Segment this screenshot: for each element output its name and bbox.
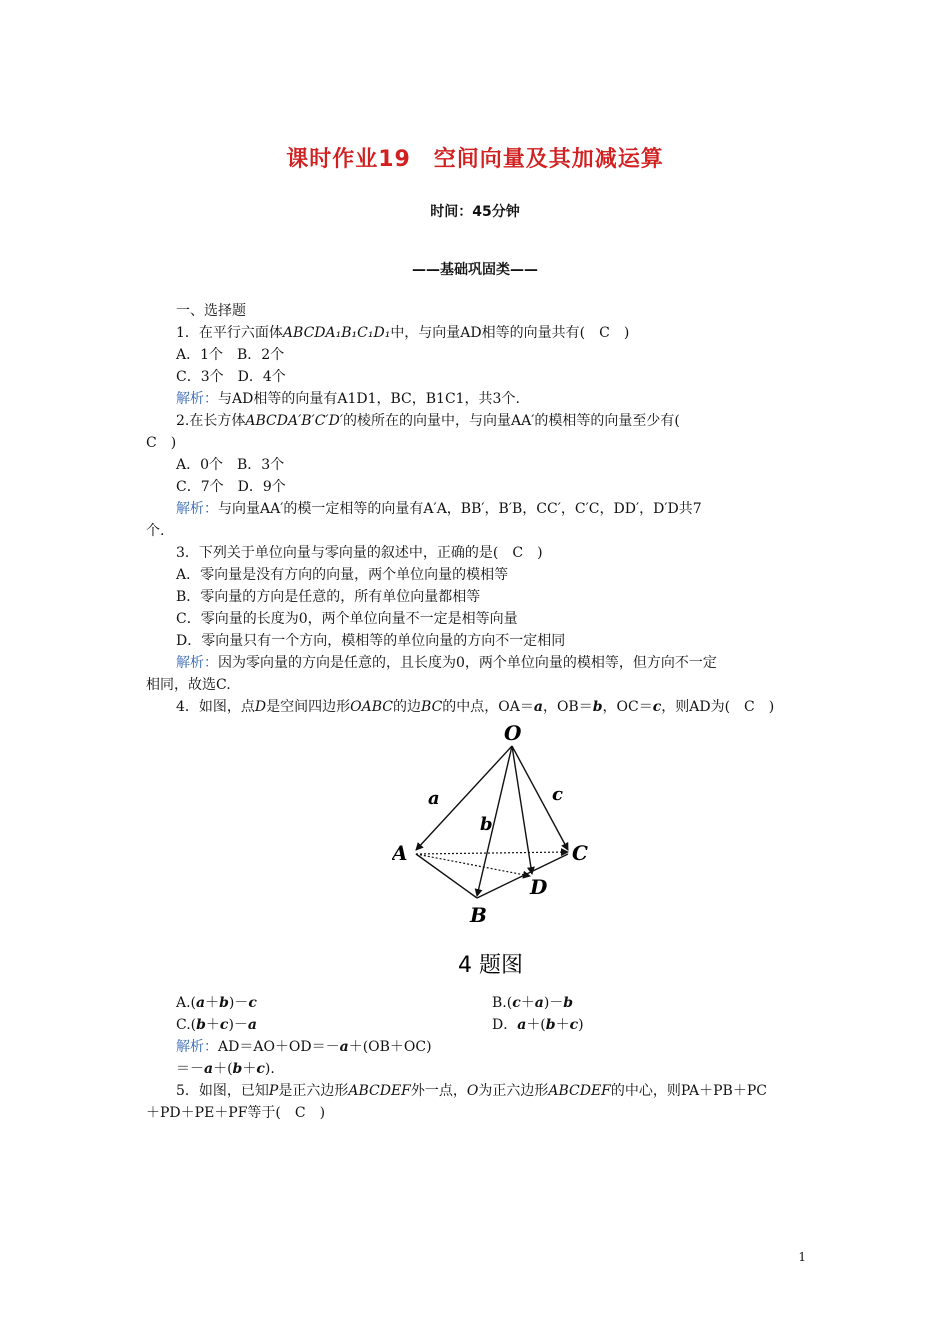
question-3-option-c: C．零向量的长度为0，两个单位向量不一定是相等向量 [176,611,518,627]
question-4-option-c: C.(b＋c)－a [176,1017,257,1033]
label-a: A [392,841,408,865]
question-4-analysis-cont: ＝－a＋(b＋c). [176,1061,275,1077]
label-vec-c: c [552,784,563,805]
page-title: 课时作业19 空间向量及其加减运算 [286,147,664,172]
question-1-analysis: 解析：与AD相等的向量有A1D1，BC，B1C1，共3个. [176,391,520,407]
question-3-option-b: B．零向量的方向是任意的，所有单位向量都相等 [176,589,481,605]
question-1-options-cd: C．3个 D．4个 [176,369,286,385]
question-3-analysis: 解析：因为零向量的方向是任意的，且长度为0，两个单位向量的模相等，但方向不一定 [176,655,717,671]
question-3-stem: 3．下列关于单位向量与零向量的叙述中，正确的是( C ) [176,545,543,561]
question-4-options-row-2 [146,1014,808,1036]
question-2-options-ab: A．0个 B．3个 [176,457,285,473]
question-2-analysis-cont: 个. [146,523,165,539]
analysis-label: 解析： [176,391,218,407]
exercise-content [146,300,808,1124]
analysis-label: 解析： [176,501,218,517]
edge-bc [477,854,568,898]
question-2-options-cd: C．7个 D．9个 [176,479,286,495]
tetrahedron-figure [392,724,602,986]
section-heading: ——基础巩固类—— [412,262,538,278]
question-4-stem: 4．如图，点D是空间四边形OABC的边BC的中点，OA＝a，OB＝b，OC＝c，则AD为( C ) [176,699,775,715]
label-c: C [572,841,588,865]
vector-ac-dotted [416,852,568,854]
label-o: O [504,724,522,745]
edge-ab [416,854,477,898]
label-b: B [470,903,487,927]
part-heading: 一、选择题 [176,303,246,319]
time-limit: 时间：45分钟 [430,204,520,220]
question-2-analysis: 解析：与向量AA′的模一定相等的向量有A′A，BB′，B′B，CC′，C′C，DD′，D′D共7 [176,501,702,517]
question-5-stem-cont: ＋PD＋PE＋PF等于( C ) [146,1105,326,1121]
analysis-label: 解析： [176,1039,218,1055]
figure-caption: 4 题图 [458,953,523,978]
question-1-stem: 1．在平行六面体ABCDA₁B₁C₁D₁中，与向量AD相等的向量共有( C ) [176,325,630,341]
question-4-options-row-1 [146,992,808,1014]
question-3-option-a: A．零向量是没有方向的向量，两个单位向量的模相等 [176,567,509,583]
question-4-option-b: B.(c＋a)－b [492,995,574,1011]
question-1-options-ab: A．1个 B．2个 [176,347,285,363]
question-4-analysis: 解析：AD＝AO＋OD＝－a＋(OB＋OC) [176,1039,432,1055]
question-4-option-a: A.(a＋b)－c [176,995,257,1011]
label-vec-b: b [480,814,493,835]
vector-ad-dotted [416,854,530,876]
question-2-stem-cont: C ) [146,435,177,451]
label-d: D [530,875,548,899]
question-5-stem: 5．如图，已知P是正六边形ABCDEF外一点，O为正六边形ABCDEF的中心，则PA＋PB＋PC [176,1083,767,1099]
analysis-label: 解析： [176,655,218,671]
question-3-analysis-cont: 相同，故选C. [146,677,231,693]
label-vec-a: a [428,788,440,809]
question-2-stem: 2.在长方体ABCDA′B′C′D′的棱所在的向量中，与向量AA′的模相等的向量至少有( [176,413,680,429]
question-3-option-d: D．零向量只有一个方向，模相等的单位向量的方向不一定相同 [176,633,566,649]
page-number: 1 [798,1250,806,1264]
question-4-option-d: D．a＋(b＋c) [492,1017,584,1033]
